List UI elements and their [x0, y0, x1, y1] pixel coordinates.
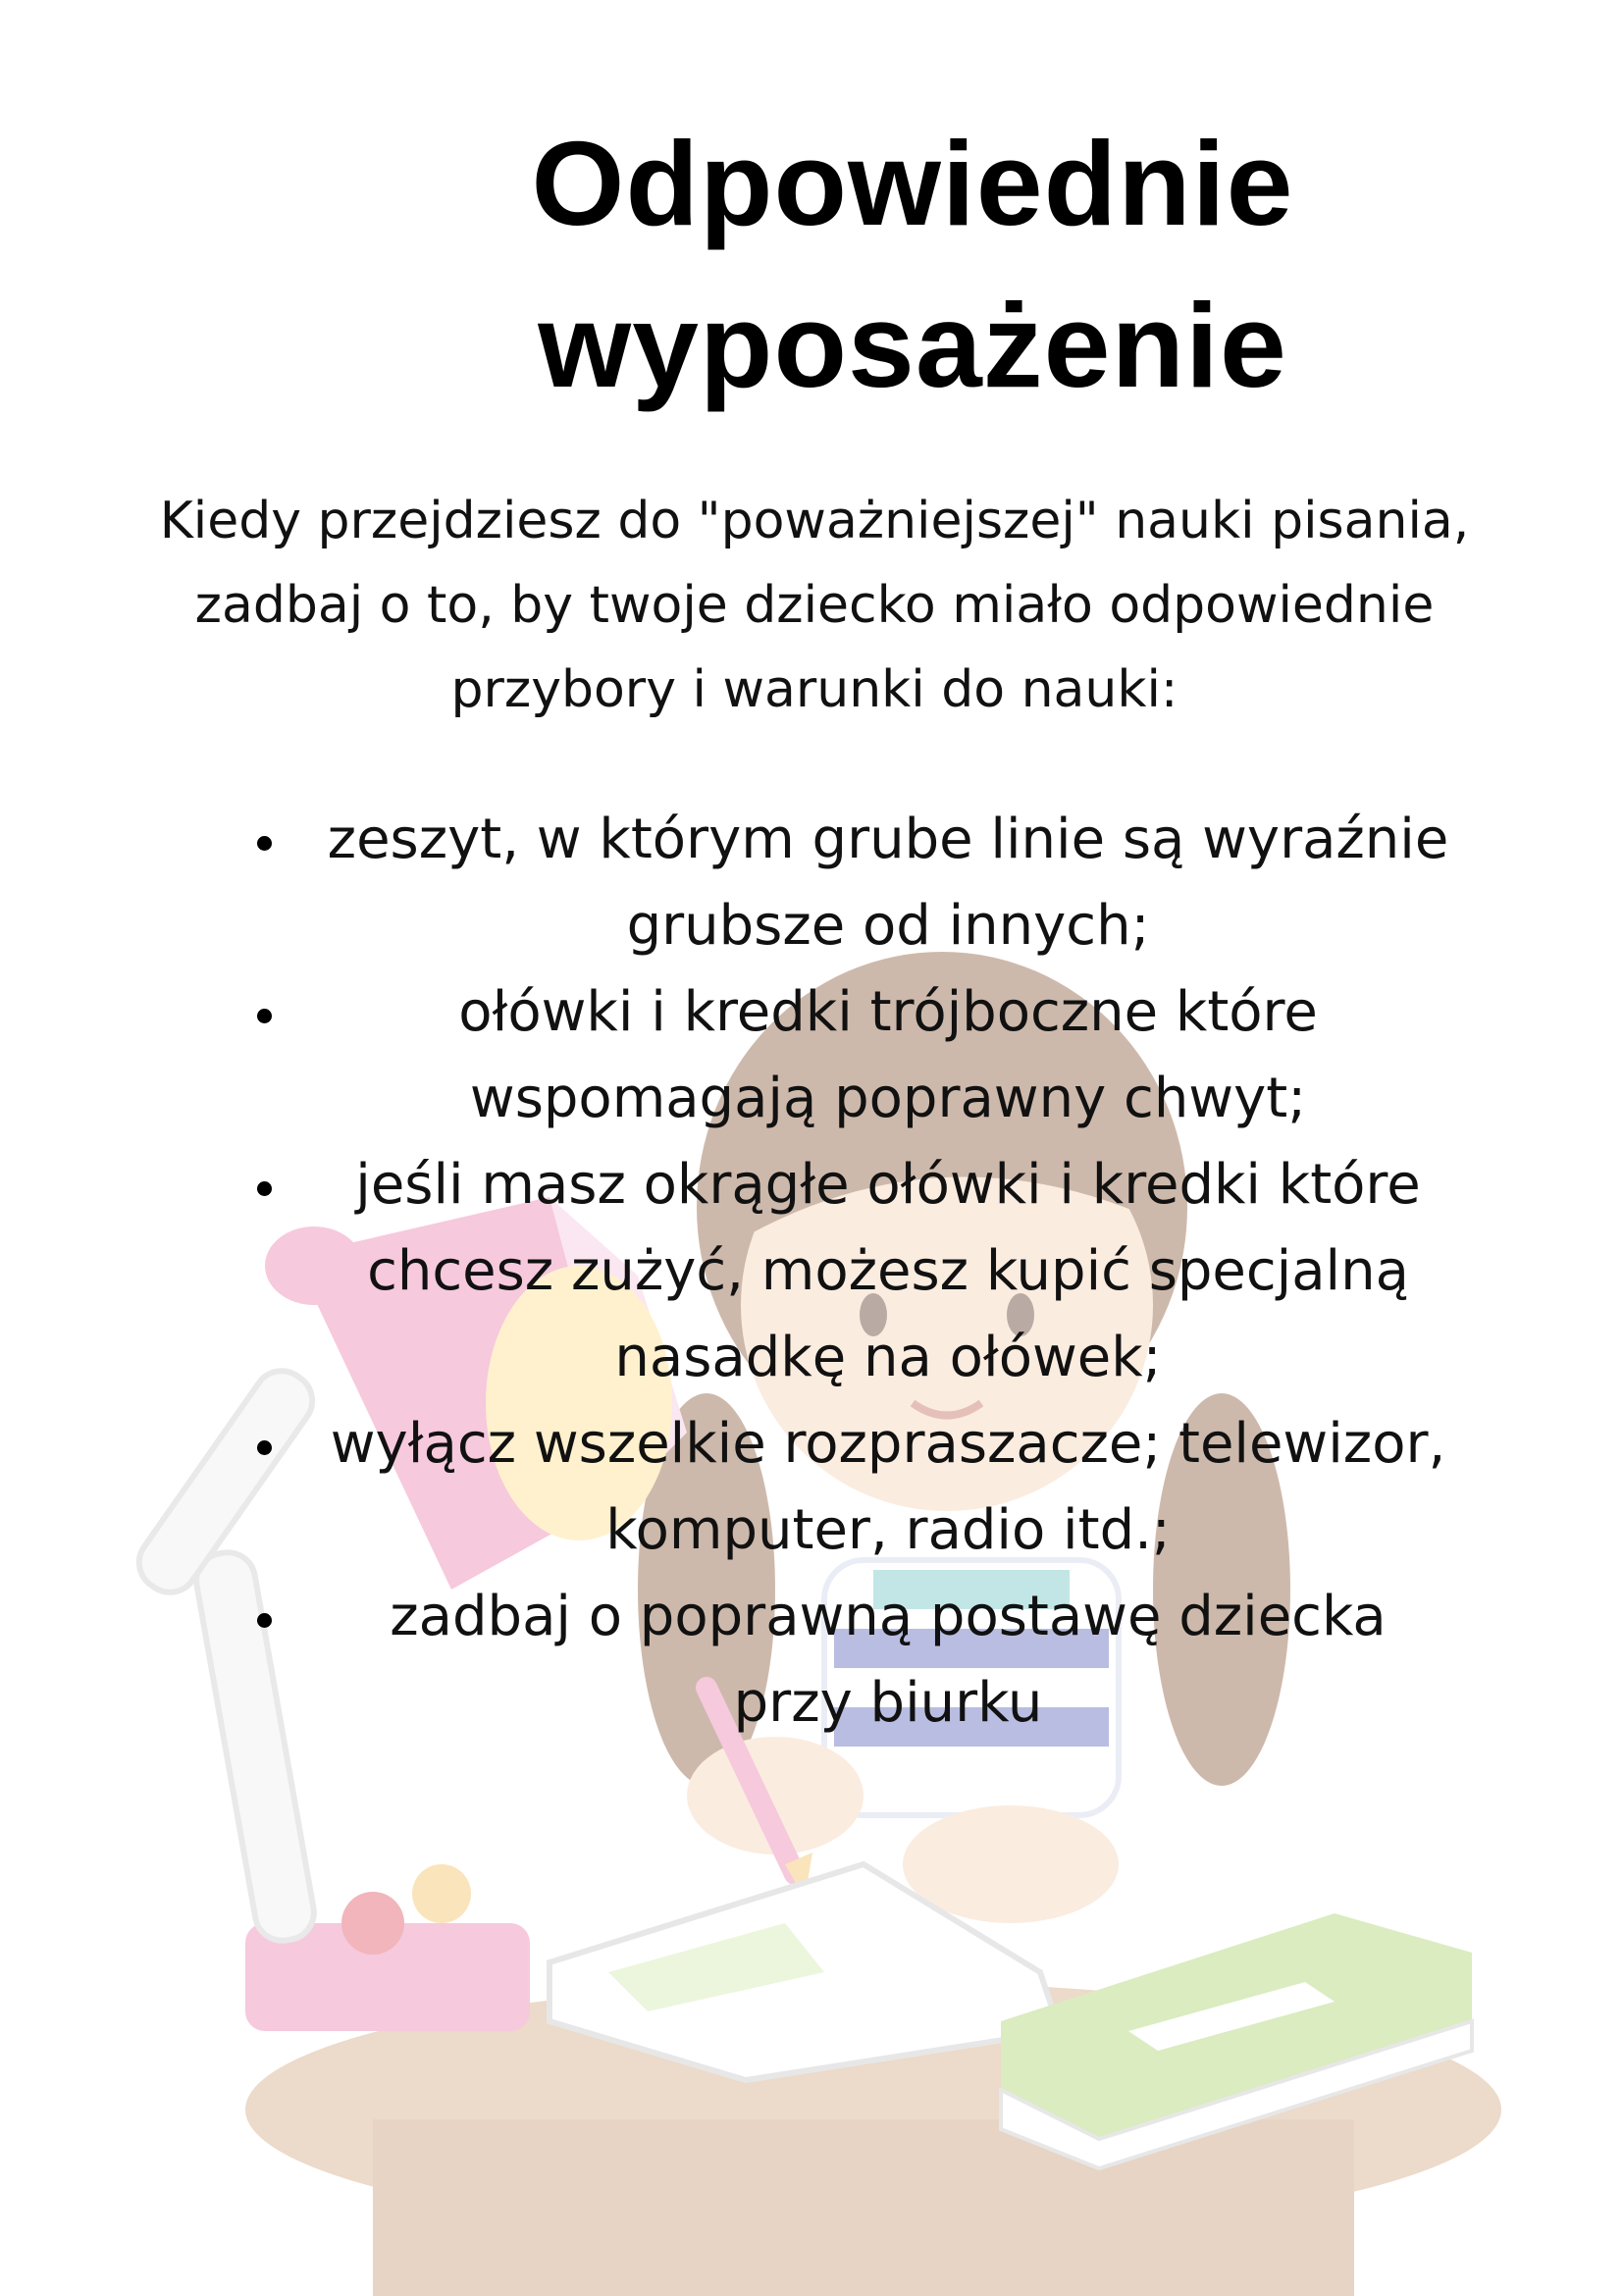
list-item-text: zadbaj o poprawną postawę dziecka — [390, 1585, 1387, 1648]
page-title — [324, 103, 1501, 427]
intro-line: zadbaj o to, by twoje dziecko miało odpowiednie — [194, 576, 1435, 635]
list-item — [236, 1142, 1492, 1401]
intro-line: Kiedy przejdziesz do "poważniejszej" nauki pisania, — [159, 492, 1470, 550]
title-line-1: Odpowiednie — [531, 117, 1294, 250]
list-item-text: przy biurku — [733, 1671, 1043, 1735]
list-item-text: komputer, radio itd.; — [605, 1498, 1171, 1562]
list-item — [236, 1574, 1492, 1747]
list-item-text: nasadkę na ołówek; — [614, 1326, 1162, 1389]
intro-line: przybory i warunki do nauki: — [450, 660, 1178, 719]
list-item-text: chcesz zużyć, możesz kupić specjalną — [367, 1239, 1409, 1303]
list-item-text: jeśli masz okrągłe ołówki i kredki które — [355, 1153, 1421, 1217]
supplies-checklist — [236, 797, 1492, 1747]
list-item-text: grubsze od innych; — [626, 894, 1150, 958]
list-item-text: wspomagają poprawny chwyt; — [469, 1067, 1307, 1130]
list-item-text: wyłącz wszelkie rozpraszacze; telewizor, — [330, 1412, 1446, 1476]
list-item-text: zeszyt, w którym grube linie są wyraźnie — [327, 808, 1449, 871]
list-item — [236, 969, 1492, 1142]
intro-paragraph — [79, 479, 1550, 732]
list-item — [236, 1401, 1492, 1574]
title-line-2: wyposażenie — [538, 279, 1287, 412]
list-item-text: ołówki i kredki trójboczne które — [458, 980, 1318, 1044]
list-item — [236, 797, 1492, 969]
